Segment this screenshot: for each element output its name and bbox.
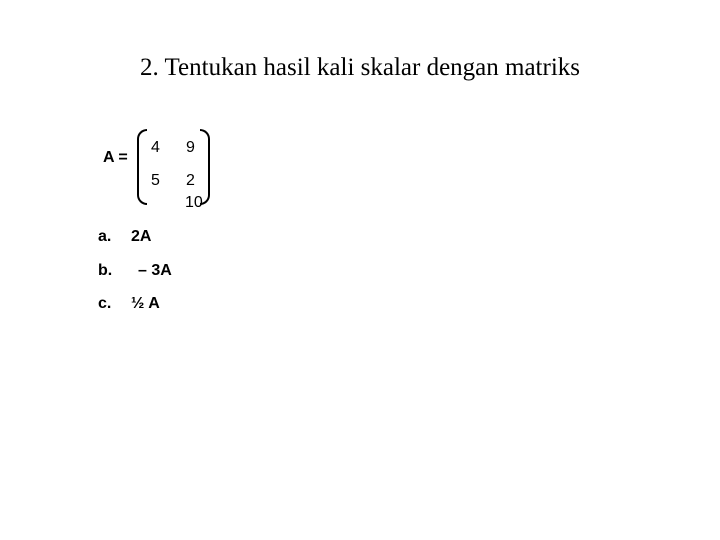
matrix-cell-r2-c1: 5 [151,172,160,189]
matrix-name: A = [103,149,128,166]
question-a-label: a. [98,228,112,245]
question-a-text: 2A [131,228,152,245]
question-b-text: – 3A [138,262,172,279]
matrix-cell-r1-c2: 9 [186,139,195,156]
matrix-left-bracket [137,129,147,205]
slide-title: 2. Tentukan hasil kali skalar dengan matriks [139,54,581,81]
question-c-label: c. [98,295,112,312]
matrix-cell-r1-c1: 4 [151,139,160,156]
matrix-cell-r2-c2: 2 [186,172,195,189]
question-c-text: ½ A [131,295,160,312]
question-b-label: b. [98,262,113,279]
matrix-overflow-value: 10 [185,194,203,211]
